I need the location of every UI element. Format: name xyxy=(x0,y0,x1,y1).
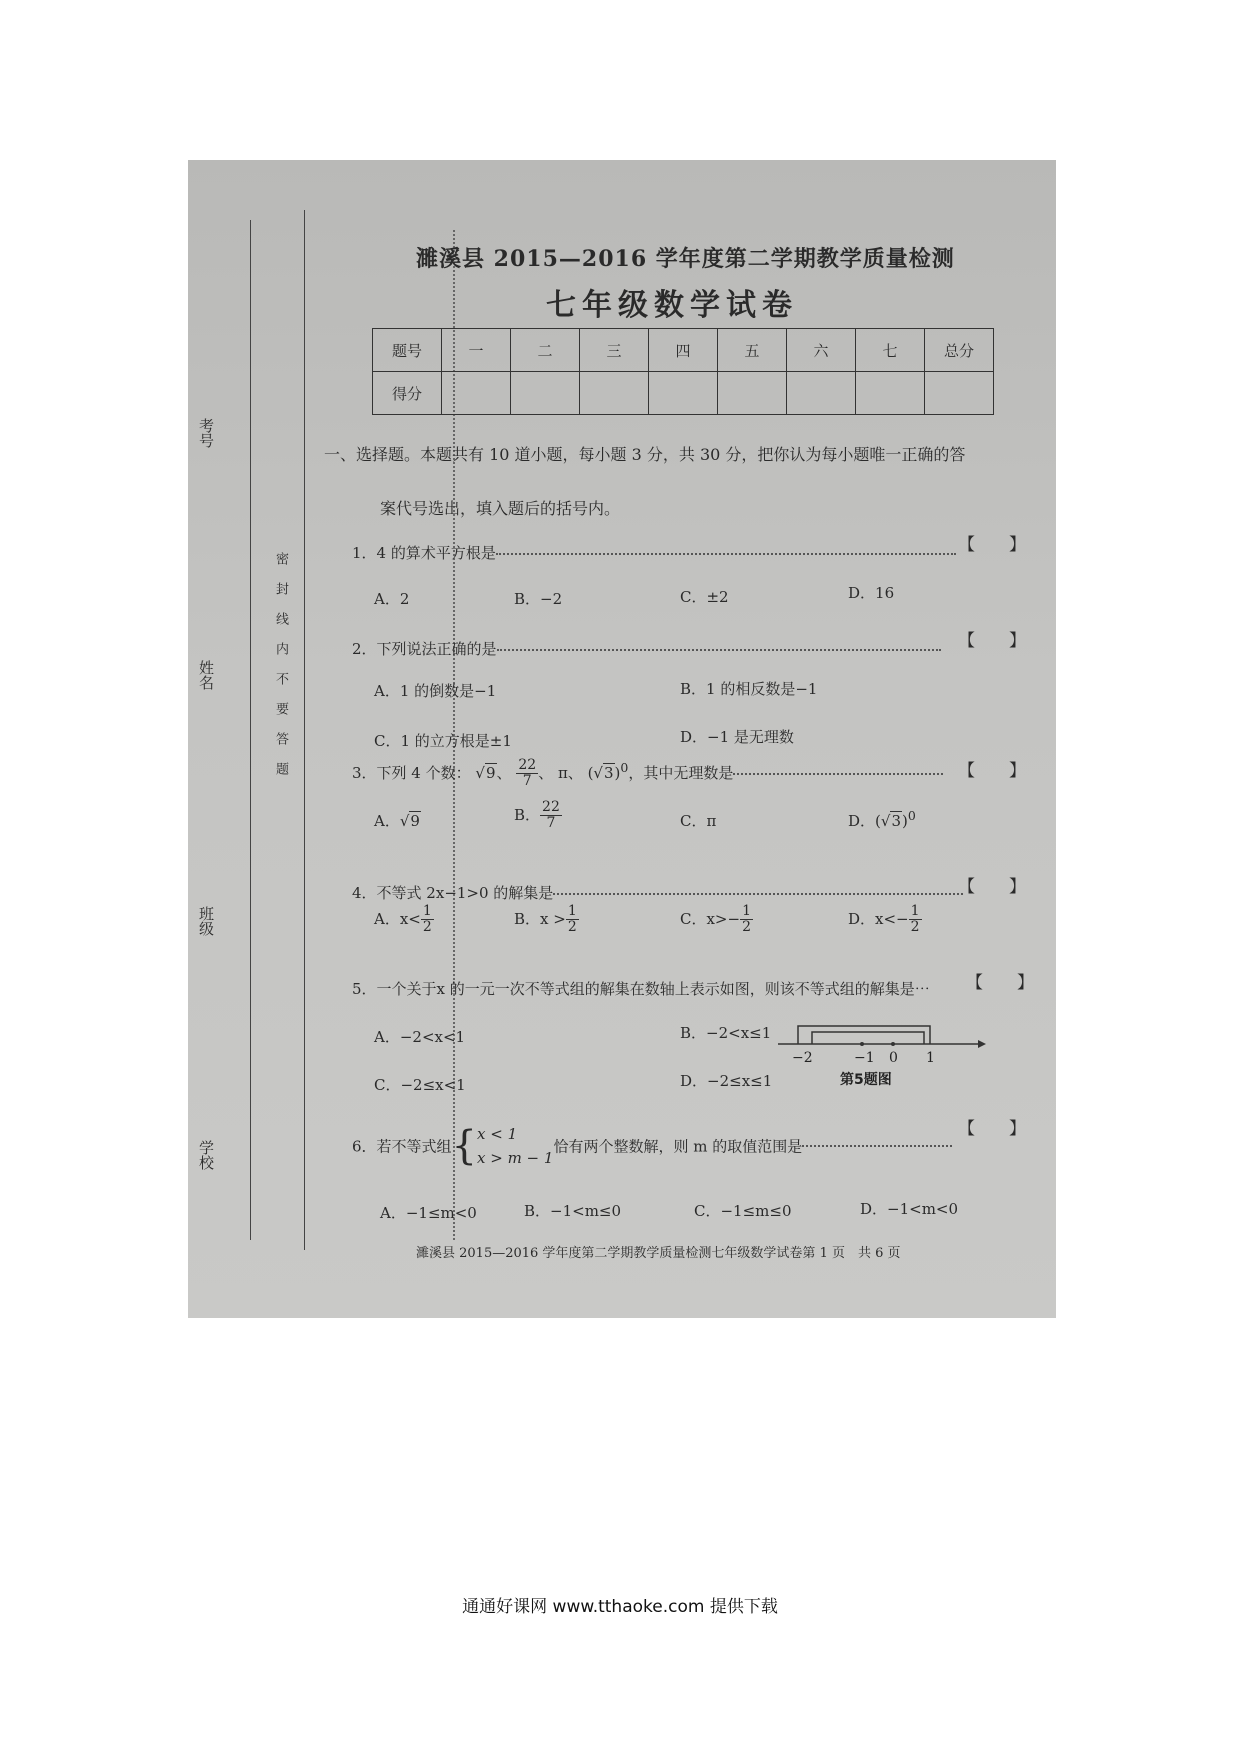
exam-title: 七年级数学试卷 xyxy=(546,288,798,323)
question-6-stem: 6．若不等式组{ x < 1 x > m − 1 恰有两个整数解，则 m 的取值范围是 xyxy=(352,1122,952,1170)
exam-page-footer: 濉溪县 2015—2016 学年度第二学期教学质量检测七年级数学试卷第 1 页 共 6 页 xyxy=(416,1246,901,1261)
question-1-option-c: C．±2 xyxy=(680,588,729,606)
seal-notice: 密封线内不要答题 xyxy=(273,552,288,792)
binding-line-right xyxy=(304,210,305,1250)
question-3-bracket: 【 】 xyxy=(958,761,1026,781)
binding-line-left xyxy=(250,220,251,1240)
score-col: 一 xyxy=(442,329,511,372)
score-table-score-row xyxy=(373,372,994,415)
question-6-option-a: A．−1≤m<0 xyxy=(380,1204,477,1222)
axis-label: −1 xyxy=(854,1050,875,1066)
number-line-figure xyxy=(778,1010,988,1090)
score-col: 四 xyxy=(649,329,718,372)
exam-photo xyxy=(188,160,1056,1318)
question-4-bracket: 【 】 xyxy=(958,877,1026,897)
question-3-option-c: C．π xyxy=(680,812,717,830)
question-5-option-b: B．−2<x≤1 xyxy=(680,1024,772,1042)
question-5-stem: 5．一个关于x 的一元一次不等式组的解集在数轴上表示如图，则该不等式组的解集是⋯ xyxy=(352,980,930,998)
tick-zero xyxy=(891,1042,895,1046)
question-6-option-c: C．−1≤m≤0 xyxy=(694,1202,792,1220)
score-cell xyxy=(580,372,649,415)
score-col: 总分 xyxy=(925,329,994,372)
axis-label: −2 xyxy=(792,1050,813,1066)
score-row-label: 题号 xyxy=(373,329,442,372)
school-label: 学校 xyxy=(197,1140,215,1170)
axis-label: 0 xyxy=(889,1050,898,1066)
score-cell xyxy=(925,372,994,415)
question-6-option-d: D．−1<m<0 xyxy=(860,1200,959,1218)
question-1-bracket: 【 】 xyxy=(958,535,1026,555)
score-cell xyxy=(787,372,856,415)
question-3-stem: 3．下列 4 个数： √9、 $\frac{22}{7}$ 、 π、 $(√3)^0$，其中无理数是 xyxy=(352,758,943,790)
question-4-option-c: C．x>− $\frac{1}{2}$ xyxy=(680,903,751,936)
brace-icon: { xyxy=(451,1123,477,1169)
score-cell xyxy=(511,372,580,415)
question-5-option-c: C．−2≤x<1 xyxy=(374,1076,466,1094)
question-1-option-a: A．2 xyxy=(374,590,410,608)
score-cell xyxy=(856,372,925,415)
score-row-label: 得分 xyxy=(373,372,442,415)
question-4-option-b: B．x > $\frac{1}{2}$ xyxy=(514,903,577,936)
score-cell xyxy=(442,372,511,415)
question-4-option-d: D．x<− $\frac{1}{2}$ xyxy=(848,903,920,936)
question-2-bracket: 【 】 xyxy=(958,631,1026,651)
question-6-option-b: B．−1<m≤0 xyxy=(524,1202,622,1220)
question-2-stem: 2．下列说法正确的是 xyxy=(352,638,941,659)
question-4-stem: 4．不等式 2x−1>0 的解集是 xyxy=(352,882,963,903)
score-col: 七 xyxy=(856,329,925,372)
score-col: 五 xyxy=(718,329,787,372)
question-5-option-d: D．−2≤x≤1 xyxy=(680,1072,773,1090)
question-4-option-a: A．x< $\frac{1}{2}$ xyxy=(374,903,432,936)
question-2-option-d: D．−1 是无理数 xyxy=(680,728,794,746)
score-table-header-row xyxy=(373,329,994,372)
range-bracket-outer xyxy=(798,1026,930,1044)
question-5-option-a: A．−2<x<1 xyxy=(374,1028,466,1046)
question-6-bracket: 【 】 xyxy=(958,1119,1026,1139)
score-cell xyxy=(649,372,718,415)
sqrt-3: √3 xyxy=(593,763,614,782)
score-col: 三 xyxy=(580,329,649,372)
question-3-option-d: D．$(√3)^0$ xyxy=(848,808,916,830)
question-2-option-b: B．1 的相反数是−1 xyxy=(680,680,818,698)
question-5-bracket: 【 】 xyxy=(966,973,1034,993)
score-cell xyxy=(718,372,787,415)
question-3-option-b: B． $\frac{22}{7}$ xyxy=(514,799,560,832)
sqrt-9: √9 xyxy=(475,763,496,782)
score-table xyxy=(372,328,994,415)
name-label: 姓名 xyxy=(197,660,215,690)
score-col: 二 xyxy=(511,329,580,372)
axis-label: 1 xyxy=(926,1050,935,1066)
section-heading-line1: 一、选择题。本题共有 10 道小题，每小题 3 分，共 30 分，把你认为每小题唯一正确的答 xyxy=(324,445,966,464)
question-2-option-a: A．1 的倒数是−1 xyxy=(374,682,497,700)
question-1-stem: 1．4 的算术平方根是 xyxy=(352,542,956,563)
exam-subtitle: 濉溪县 2015—2016 学年度第二学期教学质量检测 xyxy=(416,246,955,272)
score-col: 六 xyxy=(787,329,856,372)
question-2-option-c: C．1 的立方根是±1 xyxy=(374,732,512,750)
section-heading-line2: 案代号选出，填入题后的括号内。 xyxy=(380,499,621,518)
question-1-option-d: D．16 xyxy=(848,584,895,602)
figure-caption: 第5题图 xyxy=(840,1072,892,1088)
question-3-option-a: A．√9 xyxy=(374,812,420,830)
question-1-option-b: B．−2 xyxy=(514,590,563,608)
tick-minus-one xyxy=(860,1042,864,1046)
range-bracket-inner xyxy=(812,1032,924,1044)
exam-no-label: 考号 xyxy=(197,418,215,448)
site-footer: 通通好课网 www.tthaoke.com 提供下载 xyxy=(462,1597,778,1617)
number-line-arrow-icon xyxy=(978,1040,986,1048)
fraction-22-7: $\frac{22}{7}$ xyxy=(518,757,537,790)
class-label: 班级 xyxy=(197,906,215,936)
